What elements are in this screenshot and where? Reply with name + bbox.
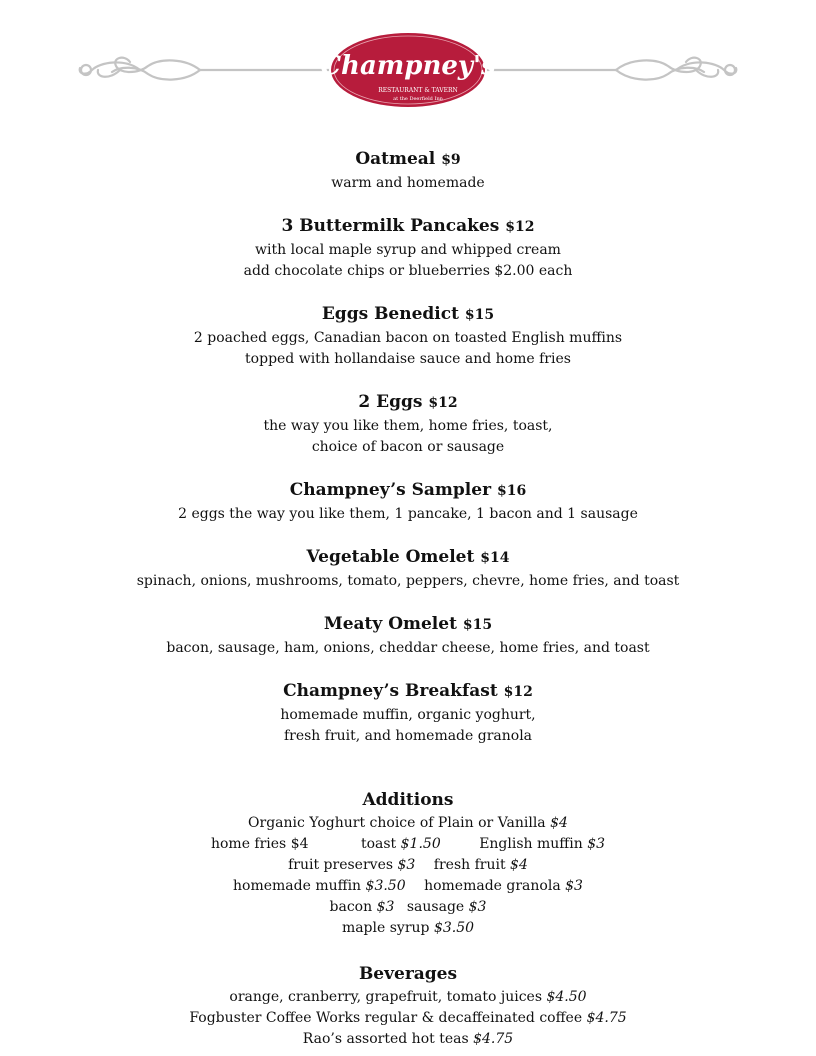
beverage-price: $4.75 [473, 1031, 514, 1047]
item-name: Vegetable Omelet [306, 547, 475, 567]
addition-price: $3 [468, 899, 487, 915]
addition-home-fries: home fries $4 [210, 836, 309, 852]
addition-price: $1.50 [400, 836, 441, 852]
item-description: bacon, sausage, ham, onions, cheddar cheese, home fries, and toast [166, 640, 650, 656]
beverage-teas [0, 1029, 816, 1050]
item-price: $15 [464, 307, 495, 323]
additions-line-fruit [0, 855, 816, 876]
addition-maple-syrup: maple syrup [341, 920, 430, 936]
item-price: $14 [480, 550, 510, 566]
menu-item-meaty-omelet [0, 611, 816, 659]
menu-item-oatmeal [0, 146, 816, 194]
beverage-text: Fogbuster Coffee Works regular & decaffeinated coffee [189, 1010, 583, 1026]
item-name: 2 Eggs [358, 392, 423, 412]
addition-price: $3 [587, 836, 606, 852]
left-flourish [80, 58, 330, 80]
item-description: warm and homemade [331, 175, 485, 191]
item-price: $12 [503, 684, 533, 700]
additions-title: Additions [362, 790, 454, 810]
menu-item-2-eggs [0, 389, 816, 458]
logo-location: at the Deerfield Inn [393, 96, 443, 102]
item-name: Eggs Benedict [321, 304, 459, 324]
addition-toast: toast [360, 836, 397, 852]
item-price: $12 [428, 395, 458, 411]
item-description: add chocolate chips or blueberries $2.00 each [243, 263, 573, 279]
logo-name: Champney's [320, 51, 496, 81]
addition-homemade-granola: homemade granola [424, 878, 561, 894]
addition-price: $4 [510, 857, 528, 873]
item-description: with local maple syrup and whipped cream [255, 242, 561, 258]
addition-english-muffin: English muffin [479, 836, 583, 852]
beverage-text: Rao’s assorted hot teas [302, 1031, 469, 1047]
logo-subtitle: RESTAURANT & TAVERN [378, 87, 458, 94]
item-description: topped with hollandaise sauce and home fries [245, 351, 571, 367]
addition-price: $3 [397, 857, 416, 873]
addition-price: $3 [376, 899, 395, 915]
beverage-price: $4.75 [586, 1010, 627, 1026]
item-price: $15 [462, 617, 493, 633]
item-description: homemade muffin, organic yoghurt, [280, 707, 536, 723]
item-price: $9 [441, 152, 461, 168]
menu-header [0, 28, 816, 118]
addition-homemade-muffin: homemade muffin [233, 878, 362, 894]
addition-bacon: bacon [329, 899, 373, 915]
item-description: 2 poached eggs, Canadian bacon on toasted English muffins [193, 330, 623, 346]
additions-line-yoghurt [0, 813, 816, 834]
breakfast-menu [0, 146, 816, 1050]
item-description: the way you like them, home fries, toast, [263, 418, 553, 434]
additions-line-syrup [0, 918, 816, 939]
item-description: 2 eggs the way you like them, 1 pancake, 1 bacon and 1 sausage [178, 506, 638, 522]
menu-item-eggs-benedict [0, 301, 816, 370]
menu-item-vegetable-omelet [0, 544, 816, 592]
addition-price: $3.50 [365, 878, 406, 894]
additions-section [0, 787, 816, 939]
addition-price: $3.50 [433, 920, 475, 936]
beverages-title: Beverages [358, 964, 458, 984]
beverages-section [0, 961, 816, 1050]
restaurant-logo [320, 32, 496, 108]
item-name: Champney’s Breakfast [283, 681, 498, 701]
item-name: 3 Buttermilk Pancakes [281, 216, 500, 236]
beverage-price: $4.50 [546, 989, 587, 1005]
addition-sausage: sausage [406, 899, 465, 915]
additions-line-sides [0, 834, 816, 855]
additions-line-meats [0, 897, 816, 918]
item-name: Meaty Omelet [323, 614, 457, 634]
menu-item-sampler [0, 477, 816, 525]
item-price: $12 [505, 219, 535, 235]
header-ornament [0, 28, 816, 118]
menu-item-pancakes [0, 213, 816, 282]
item-name: Champney’s Sampler [289, 480, 492, 500]
item-price: $16 [496, 483, 527, 499]
beverage-text: orange, cranberry, grapefruit, tomato juices [229, 989, 543, 1005]
addition-price: $3 [565, 878, 583, 894]
right-flourish [486, 58, 736, 80]
menu-item-breakfast [0, 678, 816, 747]
addition-yoghurt: Organic Yoghurt choice of Plain or Vanilla [248, 815, 546, 831]
beverage-coffee [0, 1008, 816, 1029]
item-description: spinach, onions, mushrooms, tomato, peppers, chevre, home fries, and toast [136, 573, 680, 589]
addition-fruit-preserves: fruit preserves [288, 857, 394, 873]
additions-line-baked [0, 876, 816, 897]
addition-fresh-fruit: fresh fruit [433, 857, 506, 873]
addition-price: $4 [550, 815, 568, 831]
item-description: choice of bacon or sausage [311, 439, 505, 455]
beverage-juices [0, 987, 816, 1008]
item-name: Oatmeal [355, 149, 436, 169]
item-description: fresh fruit, and homemade granola [283, 728, 533, 744]
